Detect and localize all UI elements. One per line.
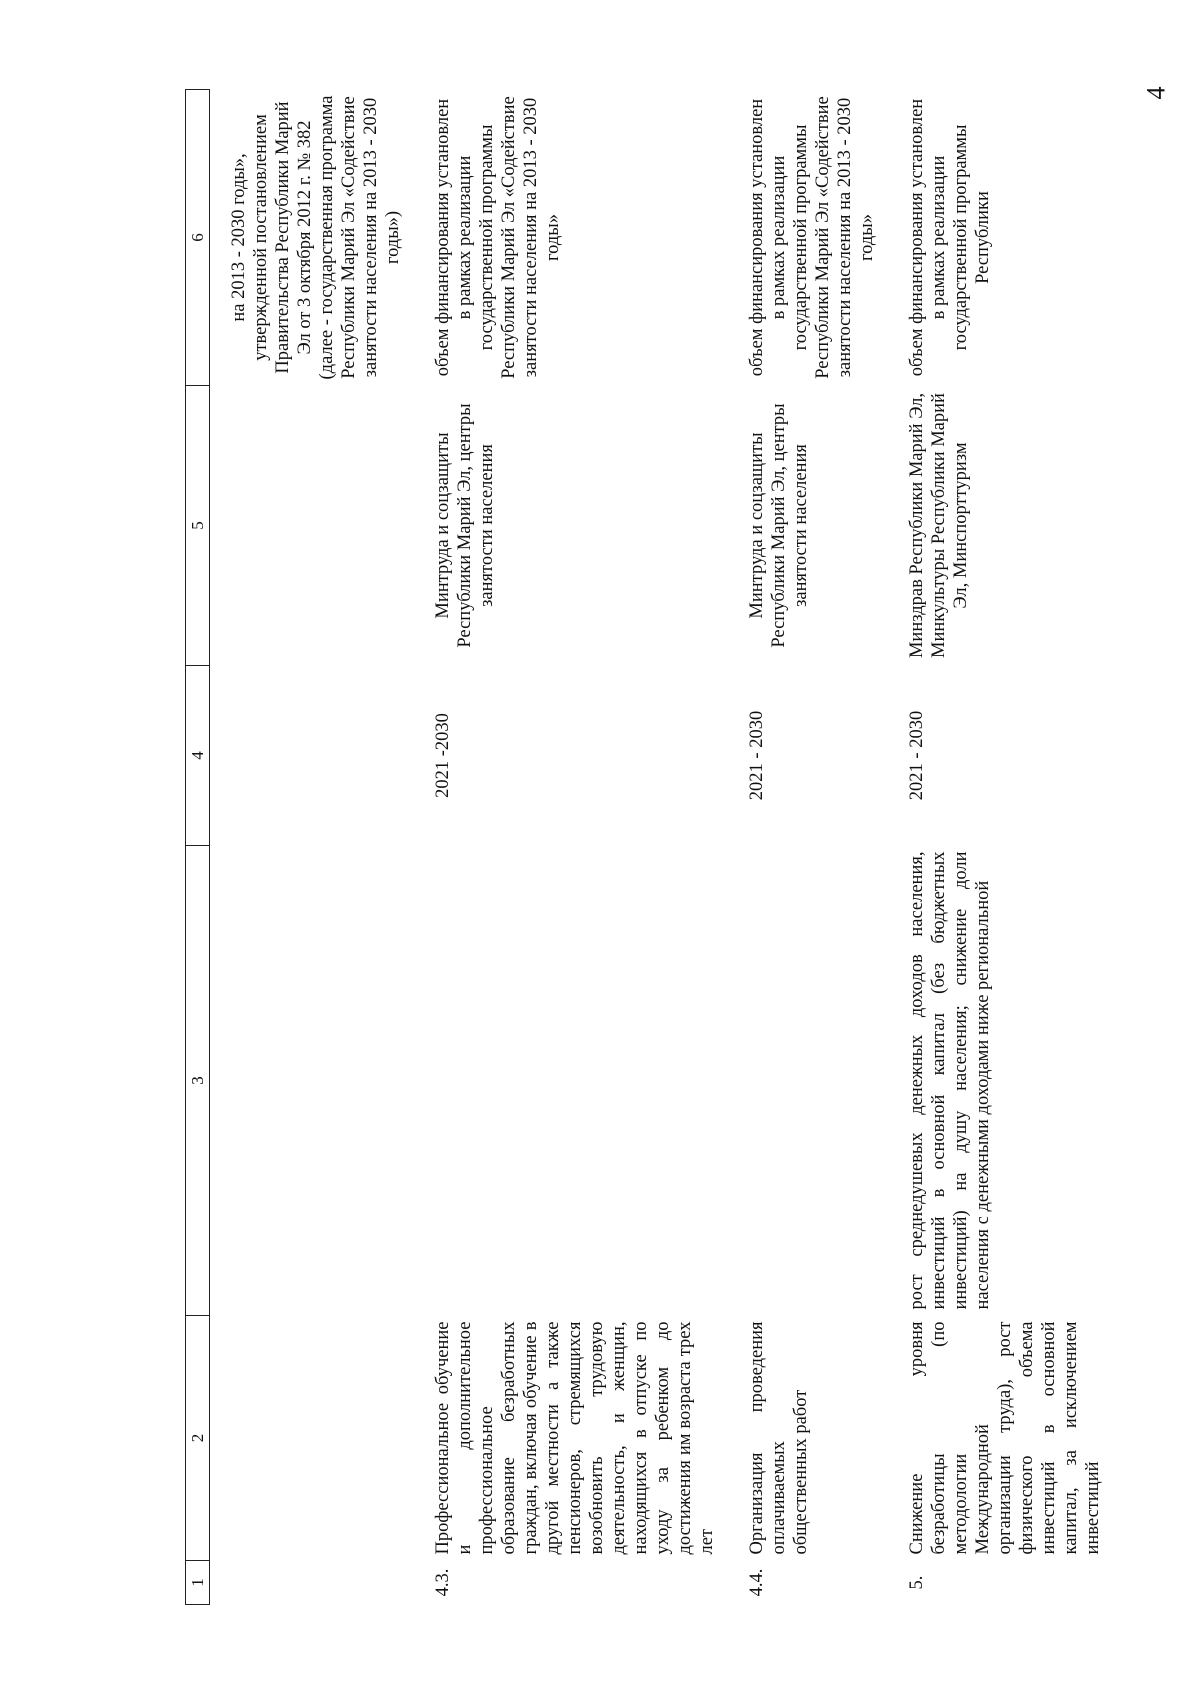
page-number: 4	[1141, 86, 1171, 100]
col-header-4: 4	[186, 666, 210, 846]
measure-cell: Профессиональное обучение и дополнительное профессиональное образование безработных граждан, включая обучение в другой местности а также пенсионеров, стремящихся возобновить трудовую деятельность, и женщин, находящихся в отпуске по уходу за ребенком до достижения им возраста трех лет	[433, 1321, 717, 1555]
period-cell: 2021 - 2030	[747, 710, 767, 801]
row-number: 5.	[907, 1575, 927, 1590]
executor-cell: Минтруда и соцзащиты Республики Марий Эл, центры занятости населения	[433, 403, 497, 648]
result-cell	[210, 846, 405, 1316]
col-header-3: 3	[186, 846, 210, 1316]
table-row	[906, 90, 1104, 1605]
measure-cell	[210, 1316, 405, 1561]
measure-cell: Снижение уровня безработицы (по методологии Международной организации труда), рост физического объема инвестиций в основной капитал, за исключением инвестиций	[907, 1321, 1103, 1555]
result-cell	[746, 846, 878, 1316]
table-row	[432, 90, 718, 1605]
row-number	[210, 1561, 405, 1605]
executor-cell	[210, 386, 405, 666]
col-header-1: 1	[186, 1561, 210, 1605]
funding-cell: объем финансирования установлен в рамках реализации государственной программы Республики Марий Эл «Содействие занятости населения на 2013 - 2030 годы»	[433, 96, 563, 379]
executor-cell: Минздрав Республики Марий Эл, Минкультуры Республики Марий Эл, Минспорттуризм	[907, 392, 971, 659]
result-cell: рост среднедушевых денежных доходов населения, инвестиций в основной капитал (без бюджетных инвестиций) на душу населения; снижение доли населения с денежными доходами ниже региональной	[907, 851, 993, 1310]
col-header-5: 5	[186, 386, 210, 666]
period-cell	[210, 666, 405, 846]
row-number: 4.4.	[747, 1568, 767, 1597]
result-cell	[432, 846, 718, 1316]
header-row	[186, 90, 210, 1605]
period-cell: 2021 - 2030	[907, 710, 927, 801]
col-header-6: 6	[186, 90, 210, 386]
table-row	[210, 90, 405, 1605]
funding-cell: объем финансирования установлен в рамках реализации государственной программы Республики Марий Эл «Содействие занятости населения на 2013 - 2030 годы»	[747, 96, 877, 379]
measures-table	[185, 89, 1104, 1605]
period-cell: 2021 -2030	[433, 713, 453, 798]
measure-cell: Организация проведения оплачиваемых общественных работ	[747, 1321, 811, 1555]
executor-cell: Минтруда и соцзащиты Республики Марий Эл, центры занятости населения	[747, 403, 811, 648]
rotated-table-page	[185, 90, 1103, 1605]
funding-cell: объем финансирования установлен в рамках реализации государственной программы Республики	[907, 98, 993, 377]
table-row	[746, 90, 878, 1605]
row-number: 4.3.	[433, 1568, 453, 1597]
funding-cell: на 2013 - 2030 годы», утвержденной постановлением Правительства Республики Марий Эл от 3 октября 2012 г. № 382 (далее - государственная программа Республики Марий Эл «Содействие занятости населения на 2013 - 2030 годы»)	[229, 95, 403, 380]
col-header-2: 2	[186, 1316, 210, 1561]
